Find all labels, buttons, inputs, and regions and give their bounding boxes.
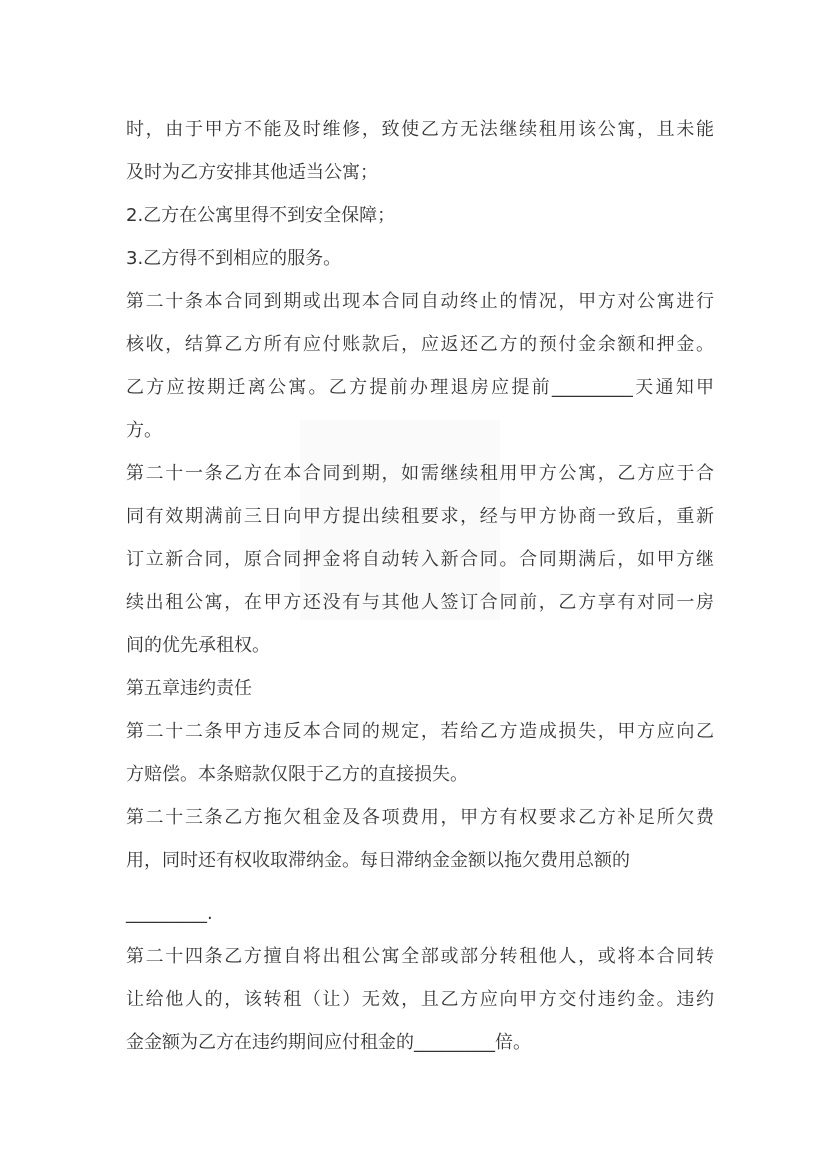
text-line: 让给他人的，该转租（让）无效，且乙方应向甲方交付违约金。违约	[126, 989, 714, 1010]
text-line: 乙方应按期迁离公寓。乙方提前办理退房应提前_________天通知甲	[126, 377, 714, 398]
article-23: 第二十三条乙方拖欠租金及各项费用，甲方有权要求乙方补足所欠费	[126, 807, 714, 828]
text-line: 续出租公寓，在甲方还没有与其他人签订合同前，乙方享有对同一房	[126, 592, 714, 613]
article-20: 第二十条本合同到期或出现本合同自动终止的情况，甲方对公寓进行	[126, 291, 714, 312]
article-22: 第二十二条甲方违反本合同的规定，若给乙方造成损失，甲方应向乙	[126, 721, 714, 742]
text-line: 用，同时还有权收取滞纳金。每日滞纳金金额以拖欠费用总额的	[126, 850, 630, 871]
text-line: 方。	[126, 420, 162, 441]
list-item-2: 2.乙方在公寓里得不到安全保障；	[126, 205, 396, 226]
text-line: 及时为乙方安排其他适当公寓；	[126, 162, 378, 183]
text-line: 同有效期满前三日向甲方提出续租要求，经与甲方协商一致后，重新	[126, 506, 714, 527]
chapter-heading: 第五章违约责任	[126, 678, 252, 699]
text-line: 间的优先承租权。	[126, 635, 270, 656]
article-21: 第二十一条乙方在本合同到期，如需继续租用甲方公寓，乙方应于合	[126, 463, 714, 484]
text-line: 核收，结算乙方所有应付账款后，应返还乙方的预付金余额和押金。	[126, 334, 714, 355]
list-item-3: 3.乙方得不到相应的服务。	[126, 248, 342, 269]
text-line: 时，由于甲方不能及时维修，致使乙方无法继续租用该公寓，且未能	[126, 119, 714, 140]
blank-field-line: _________.	[126, 903, 213, 924]
text-line: 方赔偿。本条赔款仅限于乙方的直接损失。	[126, 764, 468, 785]
text-line: 金金额为乙方在违约期间应付租金的_________倍。	[126, 1032, 531, 1053]
article-24: 第二十四条乙方擅自将出租公寓全部或部分转租他人，或将本合同转	[126, 946, 714, 967]
text-line: 订立新合同，原合同押金将自动转入新合同。合同期满后，如甲方继	[126, 549, 714, 570]
document-page	[126, 108, 714, 1064]
